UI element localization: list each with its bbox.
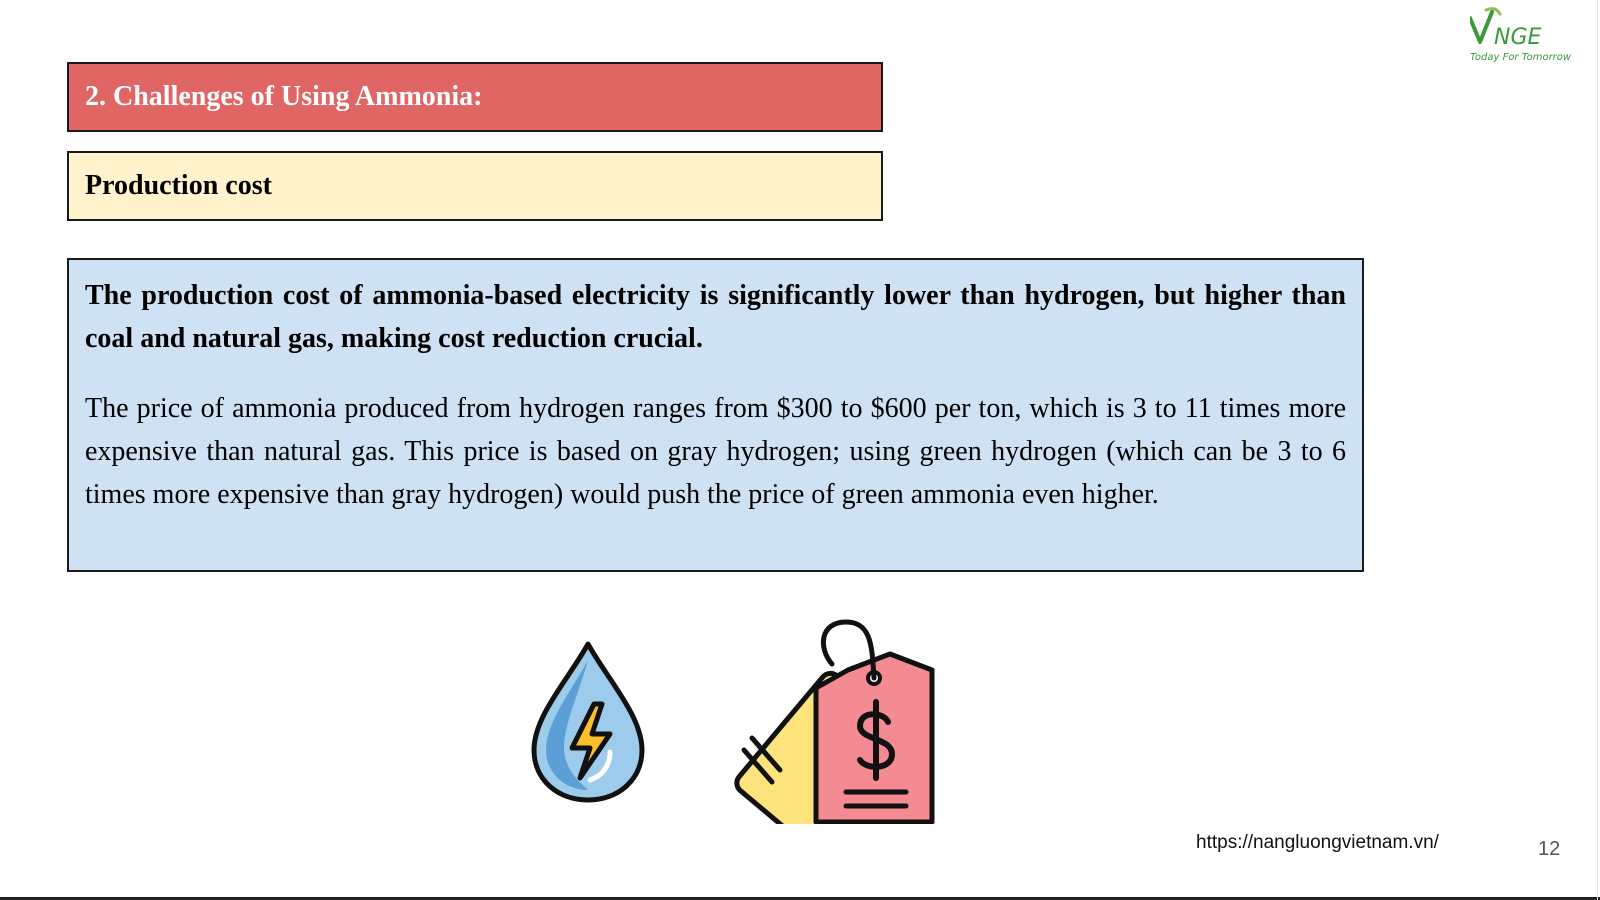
price-tags-dollar-icon xyxy=(722,618,944,824)
section-title: 2. Challenges of Using Ammonia: xyxy=(85,81,483,112)
vnge-logo xyxy=(1470,4,1598,66)
svg-text:NGE: NGE xyxy=(1494,25,1542,50)
content-panel xyxy=(67,258,1364,572)
subtitle-bar xyxy=(67,151,883,221)
water-drop-lightning-icon xyxy=(528,640,648,805)
subtitle: Production cost xyxy=(85,170,272,201)
source-url[interactable]: https://nangluongvietnam.vn/ xyxy=(1196,832,1439,853)
right-edge xyxy=(1597,0,1598,900)
logo-slogan: Today For Tomorrow xyxy=(1470,52,1572,63)
lead-paragraph: The production cost of ammonia-based electricity is significantly lower than hydrogen, but higher than coal and natural gas, making cost reduction crucial. xyxy=(85,280,1346,354)
detail-paragraph: The price of ammonia produced from hydrogen ranges from $300 to $600 per ton, which is 3 to 11 times more expensive than natural gas. This price is based on gray hydrogen; using green hydrogen (which can be 3 to 6 times more expensive than gray hydrogen) would push the price of green ammonia even higher. xyxy=(85,393,1346,510)
vnge-logo-mark xyxy=(1470,4,1598,52)
section-title-bar xyxy=(67,62,883,132)
page-number: 12 xyxy=(1538,838,1561,860)
